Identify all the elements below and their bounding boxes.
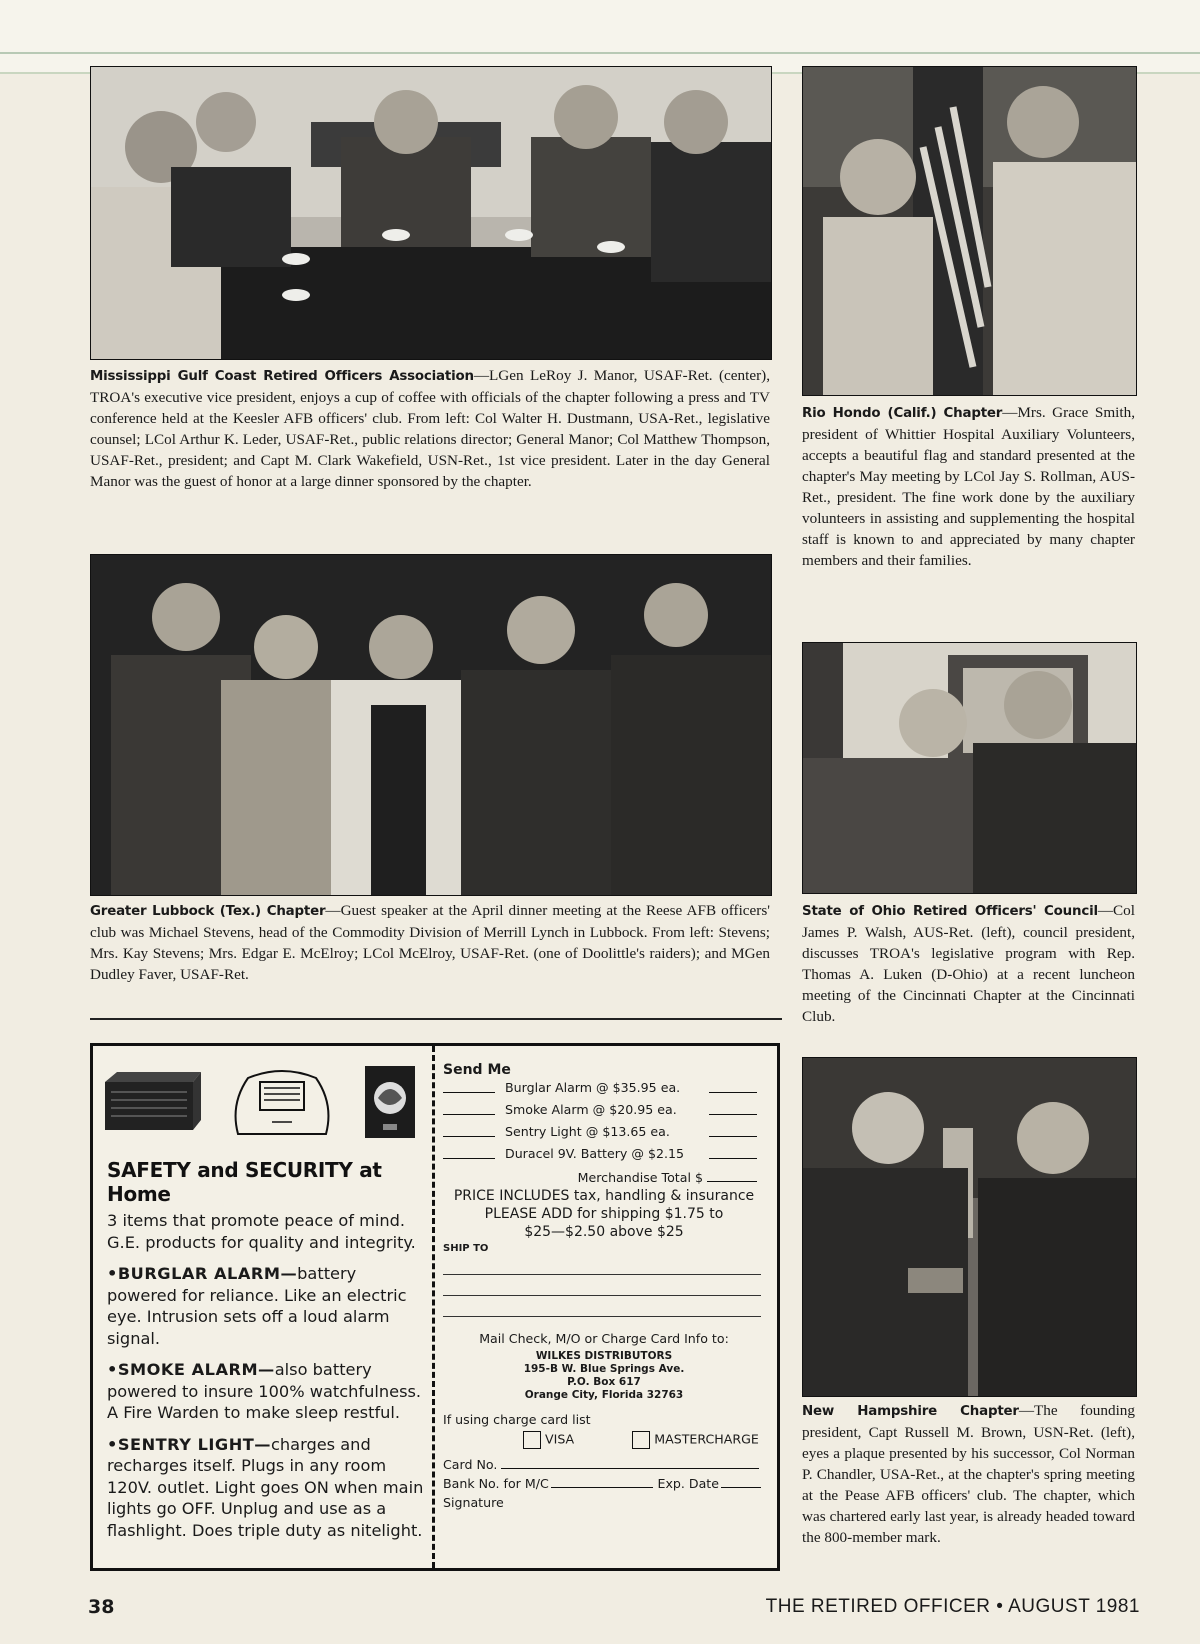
ad-bullet-burglar-alarm	[107, 1263, 427, 1349]
price-includes: PRICE INCLUDES tax, handling & insurance	[453, 1188, 755, 1204]
ad-title: SAFETY and SECURITY at Home	[107, 1158, 382, 1206]
burglar-alarm-icon	[101, 1068, 201, 1134]
visa-label: VISA	[545, 1431, 575, 1447]
caption-body: —Guest speaker at the April dinner meeting at the Reese AFB officers' club was Michael Stevens, head of the Commodity Division of Merrill Lynch in Lubbock. From left: Stevens; Mrs. Kay Stevens; Mrs. Edgar E. McElroy; LCol McElroy, USAF-Ret. (one of Doolittle's raiders); and MGen Dudley Faver, USAF-Ret.	[90, 902, 770, 983]
order-coupon	[443, 1062, 765, 1510]
card-options	[443, 1431, 765, 1449]
mastercharge-label: MASTERCHARGE	[654, 1431, 759, 1447]
ad-intro	[107, 1210, 427, 1253]
qty-blank[interactable]	[443, 1158, 495, 1159]
caption-body: —Mrs. Grace Smith, president of Whittier Hospital Auxiliary Volunteers, accepts a beautiful flag and standard presented at the chapter's May meeting by LCol Jay S. Rollman, AUS-Ret., president. The fine work done by the auxiliary volunteers in assisting and supplementing the hospital staff is known to and appreciated by many chapter members and their families.	[802, 404, 1135, 569]
photo-new-hampshire	[802, 1057, 1137, 1397]
send-me-heading: Send Me	[443, 1062, 511, 1078]
bullet-heading: •SENTRY LIGHT—	[107, 1434, 271, 1454]
bullet-text: battery powered for reliance. Like an electric eye. Intrusion sets off a loud alarm signal.	[107, 1264, 407, 1348]
ad-description	[107, 1158, 427, 1541]
exp-date-blank[interactable]	[721, 1476, 761, 1488]
exp-date-label: Exp. Date	[657, 1476, 719, 1491]
caption-mississippi	[90, 365, 770, 492]
caption-body: —LGen LeRoy J. Manor, USAF-Ret. (center), TROA's executive vice president, enjoys a cup of coffee with officials of the chapter following a press and TV conference held at the Keesler AFB officers' club. From left: Col Walter H. Dustmann, USA-Ret., legislative counsel; LCol Arthur K. Leder, USAF-Ret., public relations director; General Manor; Col Matthew Thompson, USAF-Ret., president; and Capt M. Clark Wakefield, USN-Ret., 1st vice president. Later in the day General Manor was the guest of honor at a large dinner sponsored by the chapter.	[90, 367, 770, 490]
bullet-heading: •SMOKE ALARM—	[107, 1360, 275, 1379]
card-no-label: Card No.	[443, 1457, 498, 1472]
caption-lubbock	[90, 900, 770, 985]
smoke-alarm-icon	[228, 1064, 336, 1142]
bullet-text: charges and recharges itself. Plugs in any room 120V. outlet. Light goes ON when main lights go OFF. Unplug and use as a flashlight. Does triple duty as nitelight.	[107, 1434, 424, 1540]
address-line: WILKES DISTRIBUTORS	[535, 1350, 673, 1362]
bank-no-blank[interactable]	[551, 1476, 654, 1488]
mastercharge-checkbox[interactable]	[632, 1431, 650, 1449]
qty-blank[interactable]	[443, 1092, 495, 1093]
sentry-light-icon	[363, 1062, 419, 1142]
ad-bullet-smoke-alarm	[107, 1359, 427, 1424]
merchandise-total	[443, 1170, 757, 1185]
signature-blank[interactable]	[508, 1495, 759, 1507]
address-line: P.O. Box 617	[567, 1376, 641, 1388]
ad-intro-line-1: 3 items that promote peace of mind.	[107, 1211, 406, 1230]
order-item-label: Duracel 9V. Battery @ $2.15	[505, 1146, 685, 1161]
photo-mississippi-meeting	[90, 66, 772, 360]
bullet-heading: •BURGLAR ALARM—	[107, 1264, 298, 1283]
order-item-label: Smoke Alarm @ $20.95 ea.	[505, 1102, 677, 1117]
coupon-cut-line	[432, 1046, 435, 1568]
caption-ohio	[802, 900, 1135, 1027]
visa-checkbox[interactable]	[523, 1431, 541, 1449]
amount-blank[interactable]	[709, 1136, 757, 1137]
order-item-label: Sentry Light @ $13.65 ea.	[505, 1124, 670, 1139]
please-add: PLEASE ADD for shipping $1.75 to	[484, 1206, 724, 1222]
charge-card-label: If using charge card list	[443, 1412, 591, 1427]
caption-heading: Rio Hondo (Calif.) Chapter	[802, 406, 1003, 421]
signature-row	[443, 1495, 765, 1510]
photo-ohio-council	[802, 642, 1137, 894]
bank-no-row	[443, 1476, 765, 1491]
safety-security-ad	[90, 1043, 780, 1571]
ship-to-label: SHIP TO	[443, 1243, 489, 1254]
ship-to-line[interactable]	[443, 1254, 761, 1275]
caption-heading: Greater Lubbock (Tex.) Chapter	[90, 904, 326, 919]
above-25: $25—$2.50 above $25	[524, 1224, 684, 1240]
amount-blank[interactable]	[709, 1158, 757, 1159]
ship-to-line[interactable]	[443, 1275, 761, 1296]
address-line: 195-B W. Blue Springs Ave.	[523, 1363, 685, 1375]
card-no-row	[443, 1457, 765, 1472]
amount-blank[interactable]	[709, 1092, 757, 1093]
ad-bullet-sentry-light	[107, 1434, 427, 1542]
amount-blank[interactable]	[709, 1114, 757, 1115]
photo-rio-hondo-flag	[802, 66, 1137, 396]
caption-body: —The founding president, Capt Russell M. Brown, USN-Ret. (left), eyes a plaque presented by his successor, Col Norman P. Chandler, USA-Ret., at the chapter's spring meeting at the Pease AFB officers' club. The chapter, which was chartered early last year, is already headed toward the 800-member mark.	[802, 1402, 1135, 1546]
signature-label: Signature	[443, 1495, 504, 1510]
order-row-burglar	[443, 1078, 765, 1100]
card-no-blank[interactable]	[501, 1457, 759, 1469]
publication-footer: THE RETIRED OFFICER • AUGUST 1981	[765, 1596, 1140, 1617]
address-line: Orange City, Florida 32763	[524, 1389, 684, 1401]
shipping-note	[443, 1187, 765, 1241]
caption-new-hampshire	[802, 1400, 1135, 1548]
top-rule	[0, 52, 1200, 54]
total-blank[interactable]	[707, 1181, 757, 1182]
qty-blank[interactable]	[443, 1114, 495, 1115]
section-rule	[90, 1018, 782, 1020]
page-number: 38	[88, 1596, 115, 1618]
order-row-sentry	[443, 1122, 765, 1144]
caption-body: —Col James P. Walsh, AUS-Ret. (left), council president, discusses TROA's legislative program with Rep. Thomas A. Luken (D-Ohio) at a recent luncheon meeting of the Cincinnati Chapter at the Cincinnati Club.	[802, 902, 1135, 1025]
bank-no-label: Bank No. for M/C	[443, 1476, 549, 1491]
mailing-address	[443, 1350, 765, 1402]
caption-rio-hondo	[802, 402, 1135, 571]
mail-info: Mail Check, M/O or Charge Card Info to:	[479, 1331, 729, 1346]
order-item-label: Burglar Alarm @ $35.95 ea.	[505, 1080, 681, 1095]
caption-heading: State of Ohio Retired Officers' Council	[802, 904, 1098, 919]
order-row-smoke	[443, 1100, 765, 1122]
ad-intro-line-2: G.E. products for quality and integrity.	[107, 1232, 416, 1252]
caption-heading: Mississippi Gulf Coast Retired Officers Association	[90, 369, 474, 384]
bullet-text: also battery powered to insure 100% watchfulness. A Fire Warden to make sleep restful.	[107, 1360, 422, 1422]
caption-heading: New Hampshire Chapter	[802, 1404, 1019, 1419]
ship-to-line[interactable]	[443, 1296, 761, 1317]
qty-blank[interactable]	[443, 1136, 495, 1137]
order-row-battery	[443, 1144, 765, 1166]
page-top-band	[0, 0, 1200, 74]
merchandise-total-label: Merchandise Total $	[577, 1170, 703, 1185]
photo-lubbock-group	[90, 554, 772, 896]
